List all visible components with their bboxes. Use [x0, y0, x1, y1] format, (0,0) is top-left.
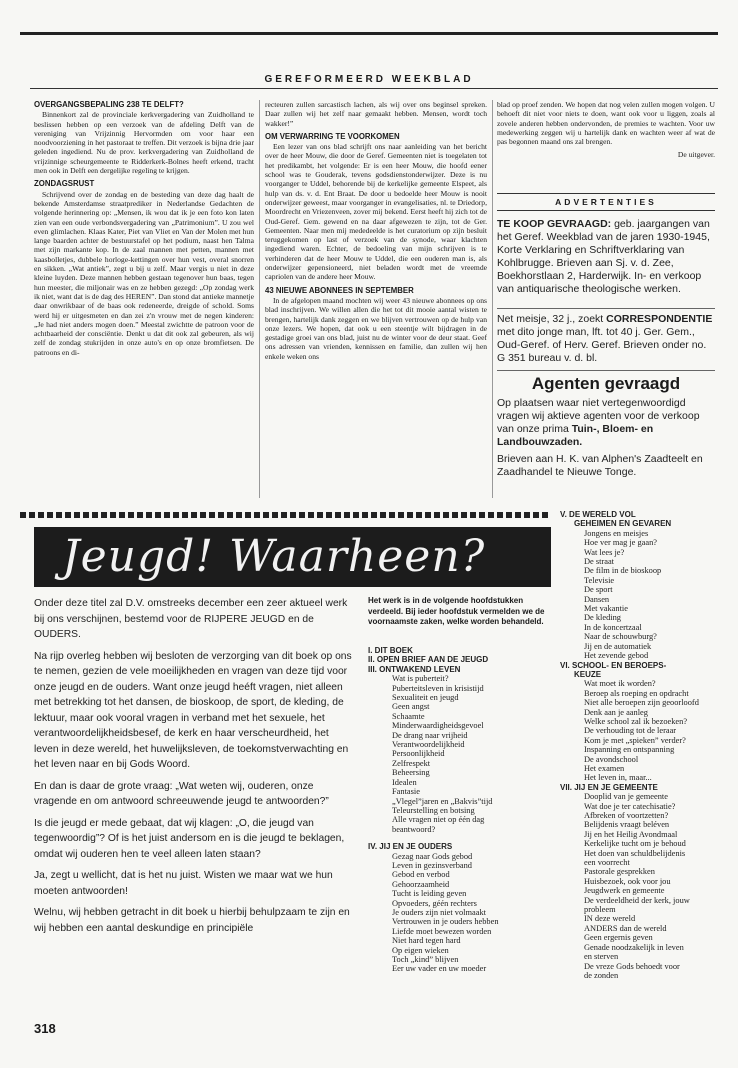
- toc-item: Jongens en meisjes: [584, 528, 649, 538]
- toc-item: Teleurstelling en botsing: [392, 805, 475, 815]
- toc-item: ANDERS dan de wereld: [584, 923, 667, 933]
- toc-item: De kleding: [584, 613, 621, 623]
- article-column-3: [497, 100, 715, 180]
- toc-item: Beheersing: [392, 768, 430, 778]
- main-article: [34, 596, 352, 1014]
- toc-item: Fantasie: [392, 787, 420, 797]
- adv-rule-top: [497, 193, 715, 194]
- toc-item: Gebod en verbod: [392, 870, 450, 880]
- ad-te-koop-gevraagd: [497, 218, 715, 296]
- toc-item: Kerkelijke tucht om je behoud: [584, 839, 686, 849]
- ad-text: Net meisje, 32 j., zoekt: [497, 313, 607, 325]
- toc-item: Minderwaardigheidsgevoel: [392, 721, 484, 731]
- toc-item: De verhouding tot de leraar: [584, 726, 677, 736]
- toc-section-heading: VI. SCHOOL- EN BEROEPS-: [560, 660, 667, 670]
- article-heading: 43 NIEUWE ABONNEES IN SEPTEMBER: [265, 285, 414, 295]
- decorative-border: [20, 512, 550, 518]
- article-heading: OVERGANGSBEPALING 238 TE DELFT?: [34, 100, 184, 109]
- toc-item: De film in de bioskoop: [584, 566, 662, 576]
- ad-text: geb. jaargangen van het Geref. Weekblad van de jaren 1930-1945, Korte Verklaring en Schriftverklaring van Kohlbrugge. Brieven aan Sj. v. d. Zee, Boekhorstlaan 2, Harderwijk. In- en verkoop van antiquarische theologische werken.: [497, 218, 710, 295]
- toc-item: De sport: [584, 585, 613, 595]
- toc-item: Gehoorzaamheid: [392, 879, 450, 889]
- toc-column-right: [560, 510, 732, 980]
- toc-item: „Vlegel”jaren en „Bakvis”tijd: [392, 796, 493, 806]
- toc-item: Wat is puberteit?: [392, 674, 449, 684]
- toc-item: Geen ergernis geven: [584, 933, 653, 943]
- toc-item: Het doen van schuldbelijdenis: [584, 848, 686, 858]
- toc-section-heading: KEUZE: [574, 669, 602, 679]
- advertenties-heading: ADVERTENTIES: [555, 197, 657, 207]
- toc-item: Belijdenis vraagt beléven: [584, 820, 670, 830]
- adv-rule-bottom: [497, 210, 715, 211]
- toc-item: Welke school zal ik bezoeken?: [584, 716, 688, 726]
- toc-item: Toch „kind” blijven: [392, 955, 459, 964]
- toc-item: en sterven: [584, 952, 619, 962]
- toc-item: Het leven in, maar...: [584, 773, 652, 783]
- toc-item: Huisbezoek, ook voor jou: [584, 876, 671, 886]
- toc-item: Kom je met „spieken” verder?: [584, 735, 686, 745]
- paragraph: Welnu, wij hebben getracht in dit boek u hierbij behulpzaam te zijn en wij hebben een aantal deskundige en principiële: [34, 907, 350, 934]
- toc-section-heading: IV. JIJ EN JE OUDERS: [368, 842, 453, 852]
- toc-item: Genade noodzakelijk in leven: [584, 942, 684, 952]
- toc-item: Schaamte: [392, 711, 425, 721]
- toc-item: Tucht is leiding geven: [392, 889, 467, 899]
- toc-section-heading: V. DE WERELD VOL: [560, 510, 636, 519]
- toc-section-heading: VII. JIJ EN JE GEMEENTE: [560, 782, 658, 792]
- ad-divider: [497, 308, 715, 309]
- toc-section-heading: GEHEIMEN EN GEVAREN: [574, 519, 672, 529]
- toc-item: Met vakantie: [584, 604, 628, 614]
- toc-item: Zelfrespekt: [392, 758, 431, 768]
- toc-item: De straat: [584, 557, 614, 567]
- toc-item: Afbreken of voortzetten?: [584, 811, 669, 820]
- toc-item: De verdeeldheid der kerk, jouw: [584, 895, 690, 905]
- toc-item: Opvoeders, géén rechters: [392, 898, 477, 908]
- toc-item: Beroep als roeping en opdracht: [584, 688, 689, 698]
- toc-item: Niet alle beroepen zijn geoorloofd: [584, 698, 699, 708]
- paragraph: En dan is daar de grote vraag: „Wat weten wij, ouderen, onze vragende en om antwoord schreeuwende jeugd te antwoorden?”: [34, 780, 329, 807]
- toc-item: Jeugdwerk en gemeente: [584, 886, 665, 896]
- toc-item: Puberteitsleven in krisistijd: [392, 683, 484, 693]
- toc-item: Inspanning en ontspanning: [584, 745, 675, 755]
- toc-item: Dansen: [584, 594, 610, 604]
- toc-item: beantwoord?: [392, 824, 436, 834]
- page-number: 318: [34, 1021, 56, 1036]
- toc-item: Op eigen wieken: [392, 945, 449, 955]
- column-divider: [259, 100, 260, 498]
- toc-item: Niet hard tegen hard: [392, 936, 461, 946]
- toc-item: De vreze Gods behoedt voor: [584, 961, 680, 971]
- toc-item: De drang naar vrijheid: [392, 730, 468, 740]
- toc-item: Wat moet ik worden?: [584, 679, 656, 689]
- ad-divider: [497, 370, 715, 371]
- toc-item: Wat doe je ter catechisatie?: [584, 801, 676, 811]
- toc-item: Verantwoordelijkheid: [392, 740, 465, 750]
- toc-section-heading: [368, 834, 554, 842]
- ad-heading: TE KOOP GEVRAAGD:: [497, 218, 612, 230]
- article-heading: ZONDAGSRUST: [34, 179, 95, 189]
- signature: De uitgever.: [677, 150, 715, 160]
- paragraph: Ja, zegt u wellicht, dat is het nu juist. Wisten we maar wat we hun moeten antwoorden!: [34, 870, 333, 897]
- toc-section-heading: III. ONTWAKEND LEVEN: [368, 664, 461, 674]
- toc-item: Je ouders zijn niet volmaakt: [392, 907, 486, 917]
- column-divider: [492, 100, 493, 498]
- article-text: Binnenkort zal de provinciale kerkvergadering van Zuidholland te beslissen hebben op een verzoek van de afdeling Delft van de vereniging van Vrijzinnig Hervormden om voor haar een noodvoorziening in het pastoraat te treffen. Dit verzoek is bijna drie jaar geleden ingediend. Nu de prov. kerkvergadering van Zuidholland de vrijzinnige scheurgemeente te Ridderkerk-Bolnes heeft erkend, tracht men ook in Delft een dergelijke regeling te krijgen.: [34, 110, 254, 176]
- article-column-1: [34, 100, 254, 498]
- toc-item: Sexualiteit en jeugd: [392, 693, 459, 703]
- masthead-title: GEREFORMEERD WEEKBLAD: [264, 74, 474, 85]
- toc-item: Televisie: [584, 575, 615, 585]
- toc-section-heading: I. DIT BOEK: [368, 646, 413, 655]
- ad-agenten: [497, 397, 715, 479]
- toc-item: Hoe ver mag je gaan?: [584, 538, 658, 548]
- article-text: recteuren zullen sarcastisch lachen, als wij over ons beginsel spreken. Daar zullen wij het zelf naar gemaakt hebben. Mensen, wordt toch wakker!”: [265, 100, 487, 128]
- toc-item: Vertrouwen in je ouders hebben: [392, 917, 499, 927]
- toc-column-middle: [368, 646, 554, 974]
- banner-title: Jeugd! Waarheen?: [34, 527, 551, 587]
- toc-item: Alle vragen niet op één dag: [392, 815, 485, 825]
- ad-correspondentie: [497, 313, 715, 365]
- ad-heading: CORRESPONDENTIE: [606, 313, 713, 325]
- toc-item: een voorrecht: [584, 858, 630, 868]
- toc-item: Gezag naar Gods gebod: [392, 851, 473, 861]
- toc-item: Het examen: [584, 763, 625, 773]
- article-text: blad op proef zenden. We hopen dat nog velen zullen mogen volgen. U behoeft dit niet voor niets te doen, want ook voor u liggen, zoals al zovele anderen hebben ondervonden, de premies te wachten. Voor uw medewerking zeggen wij u hartelijk dank en wachten weer af wat de pas begonnen maand ons zal brengen.: [497, 100, 715, 147]
- ad-contact: Brieven aan H. K. van Alphen's Zaadteelt en Zaadhandel te Nieuwe Tonge.: [497, 453, 703, 478]
- toc-item: Het zevende gebod: [584, 651, 649, 661]
- paragraph: Onder deze titel zal D.V. omstreeks december een zeer aktueel werk bij ons verschijnen, bestemd voor de RIJPERE JEUGD en de OUDERS.: [34, 598, 348, 640]
- toc-item: Liefde moet bewezen worden: [392, 926, 492, 936]
- article-text: In de afgelopen maand mochten wij weer 43 nieuwe abonnees op ons blad inschrijven. We willen allen die het tot dit mooie aantal wisten te brengen, hartelijk dank zeggen en we blijven vertrouwen op de hulp van onze lezers. We hopen, dat ook u een steentje wilt bijdragen in de gestadige groei van ons blad, juist nu de winter voor de deur staat. Geef ons adressen van vrienden, kennissen en familie, dan zullen wij hen enkele weken ons: [265, 295, 487, 361]
- toc-item: Wat lees je?: [584, 547, 625, 557]
- ad-text: met dito jonge man, lft. tot 40 j. Ger. Gem., Oud-Geref. of Herv. Geref. Brieven onder no. G 351 bureau v. d. bl.: [497, 326, 707, 364]
- agenten-title: Agenten gevraagd: [531, 374, 681, 393]
- ad-heading: Tuin-, Bloem- en Landbouwzaden.: [497, 423, 654, 448]
- toc-item: Eer uw vader en uw moeder: [392, 964, 487, 974]
- paragraph: Is die jeugd er mede gebaat, dat wij klagen: „O, die jeugd van tegenwoordig”? Of is het juist andersom en is die jeugd te beklagen, omdat wij ouderen hen te veel alleen laten staan?: [34, 817, 345, 860]
- article-heading: OM VERWARRING TE VOORKOMEN: [265, 131, 400, 141]
- toc-item: IN deze wereld: [584, 914, 636, 924]
- toc-item: Idealen: [392, 777, 417, 787]
- toc-intro: Het werk is in de volgende hoofdstukken verdeeld. Bij ieder hoofdstuk vermelden we de voornaamste zaken, welke worden behandeld.: [368, 596, 545, 626]
- ad-text: Op plaatsen waar niet vertegenwoordigd vragen wij aktieve agenten voor de verkoop van onze prima: [497, 397, 700, 435]
- toc-item: Jij en het Heilig Avondmaal: [584, 829, 678, 839]
- toc-item: Pastorale gesprekken: [584, 867, 655, 877]
- toc-item: Dooplid van je gemeente: [584, 792, 668, 802]
- toc-item: Leven in gezinsverband: [392, 860, 472, 870]
- masthead-rule: [30, 88, 718, 89]
- article-text: Een lezer van ons blad schrijft ons naar aanleiding van het bericht over de heer Mouw, die door de Geref. Gemeenten niet is toegelaten tot het predikambt, het volgende: Er is een heer Mouw, die hoofd eener school was te Gouderak, tevens godsdienstonderwijzer. Deze is nu voorganger te Uddel, behorende bij de kerkelijke gemeente Elspeet, als hulp van ds. v. d. Ent Braat. De door u bedoelde heer Mouw is nooit onderwijzer geweest, maar voorganger in evangelisaties, nl. te Driedorp, Moordrecht en Vriezenveen, zover mij bekend. Eerst heeft hij zich tot de Oud-Geref. Gem. gewend en na daar afgewezen te zijn, tot de Ger. Gemeenten. Naar men mij mededeelde is het curatorium op zijn besluit teruggekomen op last of verzoek van de synode, waar klachten ingediend waren. Echter, de bedoeling van mijn schrijven is te verhinderen dat de heer Mouw te Uddel, die een ouderen man is, als onderwijzer gepensioneerd, niet beladen wordt met de vreemde capriolen van de andere heer Mouw.: [265, 142, 487, 282]
- toc-item: Jij en de automatiek: [584, 641, 652, 651]
- toc-item: Persoonlijkheid: [392, 749, 445, 759]
- toc-section-heading: II. OPEN BRIEF AAN DE JEUGD: [368, 655, 489, 665]
- toc-item: De avondschool: [584, 754, 639, 764]
- toc-item: Geen angst: [392, 702, 430, 712]
- toc-item: probleem: [584, 905, 616, 915]
- toc-item: Denk aan je aanleg: [584, 707, 648, 717]
- article-text: Schrijvend over de zondag en de besteding van deze dag haalt de bekende Amsterdamse straatprediker in Nederlandse Gedachten de volgende herinnering op: „Mensen, ik wou dat ik je een foto kon laten zien van een oude verbondsvergadering van „Patrimonium”. U zou wel even glimlachen. Klaas Kater, Piet van Vliet en Van der Molen met hun lange baarden achter de bestuurstafel op het podium, naast hen Talma met zijn markante kop. In de zaal mannen met petten, mannen met kaasbolletjes, dubbele horloge-kettingen over hun vest, overal snorren en sikken. „Wat antiek”, zegt u bij u zelf. Maar vergis u niet in deze kleine luyden. Deze mannen hebben gestaan tegenover hun baas, tegen hun meester, die miljonair was en ze hebben gezegd: „Op zondag werk ik niet, want dat is de dag des HEREN”. Dan stond dat antieke mannetje daar onwrikbaar of de baas ook redeneerde, dreigde of schold. Soms werd hij er uitgesmeten en dan zei z'n vrouw met de negen kinderen: „Je had niet anders mogen doen.” Meestal zwichtte de patroon voor de achtbaarheid der consciëntie. Denkt u dat dit ook zal gebeuren, als wij zelf de zondag stukrijden in onze auto's en op onze bromfietsen. De patroons en di-: [34, 189, 254, 357]
- paragraph: Na rijp overleg hebben wij besloten de verzorging van dit boek op ons te nemen, gezien de vele moeilijkheden en vragen van deze tijd voor onze jeugd en de ouders. Want onze jeugd heéft vragen, niet alleen met betrekking tot het dansen, de bioskoop, de sport, de kleding, de lektuur, maar ook vooral vragen in verband met het sexuele, het verantwoordelijkheidsbesef, de kerk en haar verscheurdheid, het leven in deze wereld, het huwelijksleven, de toekomstverwachting en het leven naar en bij Gods Woord.: [34, 650, 352, 770]
- toc-item: de zonden: [584, 970, 619, 980]
- top-rule: [20, 32, 718, 35]
- toc-item: In de koncertzaal: [584, 622, 642, 632]
- toc-item: Naar de schouwburg?: [584, 632, 657, 642]
- article-column-2: [265, 100, 487, 498]
